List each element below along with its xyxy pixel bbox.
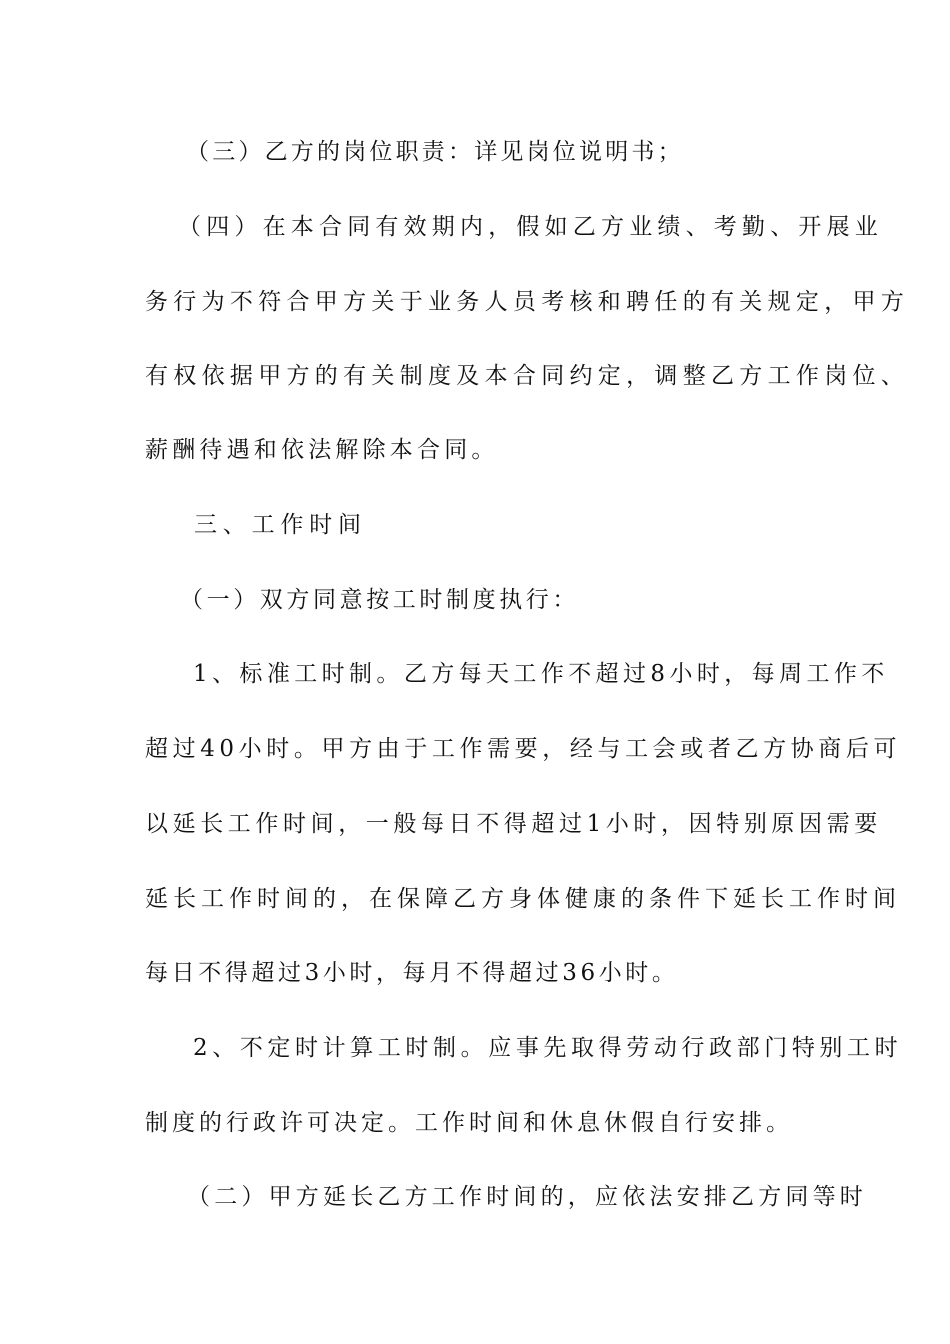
paragraph-line: 超过40小时。甲方由于工作需要，经与工会或者乙方协商后可 bbox=[145, 736, 902, 762]
paragraph-line: （三）乙方的岗位职责：详见岗位说明书； bbox=[186, 139, 684, 165]
paragraph-line: 薪酬待遇和依法解除本合同。 bbox=[145, 437, 499, 463]
paragraph-line: 每日不得超过3小时，每月不得超过36小时。 bbox=[145, 960, 679, 986]
section-heading: 三、工作时间 bbox=[194, 512, 367, 538]
paragraph-line: 制度的行政许可决定。工作时间和休息休假自行安排。 bbox=[145, 1110, 793, 1136]
paragraph-line: （二）甲方延长乙方工作时间的，应依法安排乙方同等时 bbox=[187, 1184, 867, 1210]
paragraph-line: 务行为不符合甲方关于业务人员考核和聘任的有关规定，甲方 bbox=[145, 289, 910, 315]
paragraph-line: 1、标准工时制。乙方每天工作不超过8小时，每周工作不 bbox=[193, 661, 889, 687]
paragraph-line: （一）双方同意按工时制度执行： bbox=[180, 587, 579, 613]
paragraph-line: 有权依据甲方的有关制度及本合同约定，调整乙方工作岗位、 bbox=[145, 363, 910, 389]
paragraph-line: 延长工作时间的，在保障乙方身体健康的条件下延长工作时间 bbox=[145, 886, 901, 912]
paragraph-line: 以延长工作时间，一般每日不得超过1小时，因特别原因需要 bbox=[145, 811, 882, 837]
paragraph-line: （四）在本合同有效期内，假如乙方业绩、考勤、开展业 bbox=[178, 214, 883, 240]
paragraph-line: 2、不定时计算工时制。应事先取得劳动行政部门特别工时 bbox=[193, 1035, 903, 1061]
